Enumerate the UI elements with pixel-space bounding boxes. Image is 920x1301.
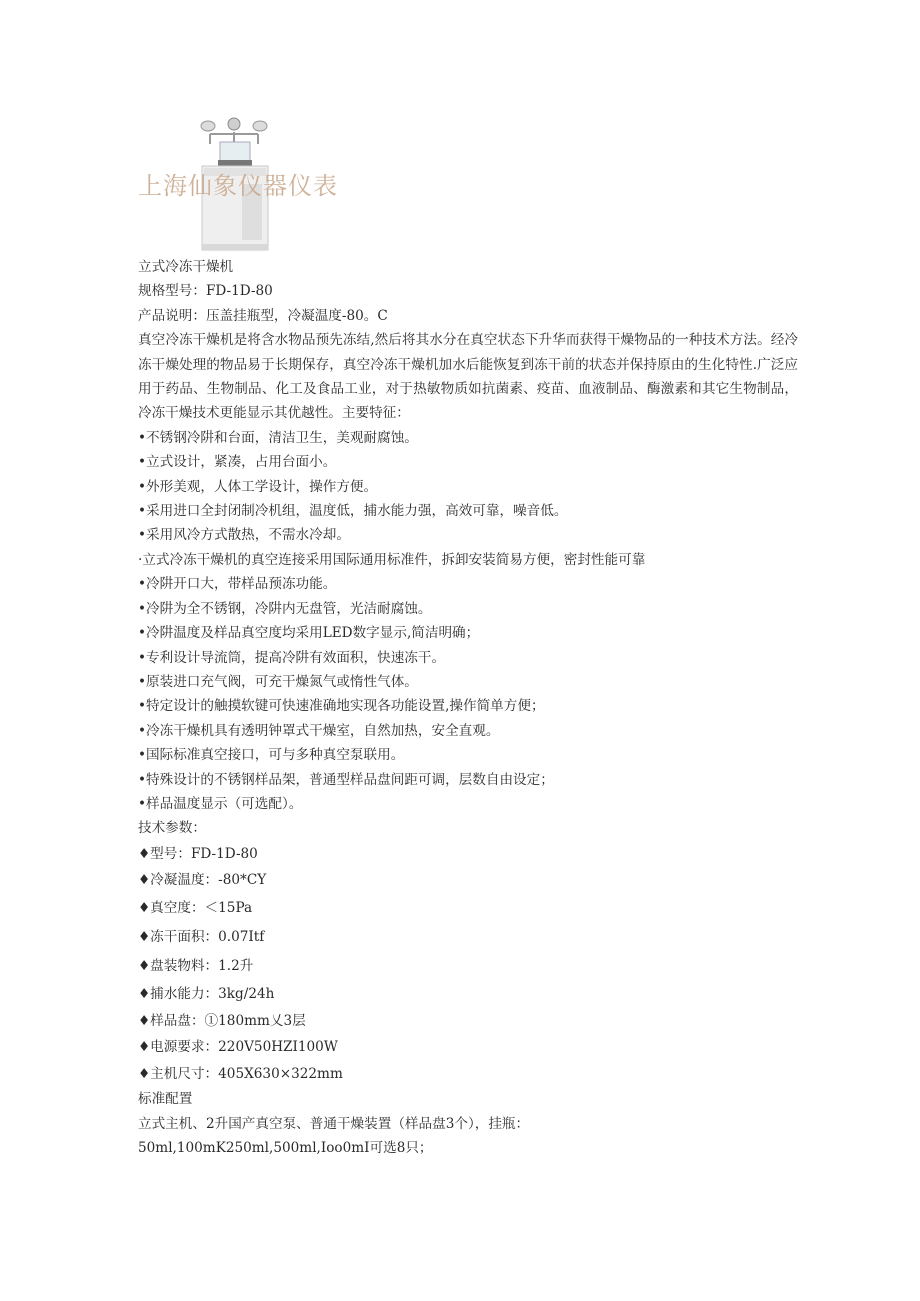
intro-paragraph: 真空冷冻干燥机是将含水物品预先冻结,然后将其水分在真空状态下升华而获得干燥物品的一种技术方法。经冷冻干燥处理的物品易于长期保存，真空冷冻干燥机加水后能恢复到冻干前的状态并保持原由的生化特性.广泛应用于药品、生物制品、化工及食品工业，对于热敏物质如抗菌素、疫苗、血液制品、酶激素和其它生物制品，冷冻干燥技术更能显示其优越性。主要特征： <box>138 332 798 422</box>
feature-item: ·立式冷冻干燥机的真空连接采用国际通用标准件，拆卸安装简易方便，密封性能可靠 <box>138 551 646 568</box>
feature-item: •外形美观，人体工学设计，操作方便。 <box>138 478 378 495</box>
param-item: ♦型号：FD-1D-80 <box>138 845 258 862</box>
param-item: ♦捕水能力：3kg/24h <box>138 985 275 1002</box>
product-image <box>138 112 338 254</box>
feature-item: •采用风冷方式散热，不需水冷却。 <box>138 527 350 544</box>
param-item: ♦样品盘：①180mm乂3层 <box>138 1012 306 1029</box>
param-item: ♦冻干面积：0.07Itf <box>138 928 265 945</box>
feature-list <box>138 426 798 817</box>
feature-item: •专利设计导流筒，提高冷阱有效面积，快速冻干。 <box>138 649 446 666</box>
standard-config-line: 立式主机、2升国产真空泵、普通干燥装置（样品盘3个），挂瓶： <box>138 1115 530 1132</box>
feature-item: •采用进口全封闭制冷机组，温度低，捕水能力强，高效可靠，噪音低。 <box>138 503 568 520</box>
param-item: ♦电源要求：220V50HZI100W <box>138 1039 338 1056</box>
standard-config-line: 50ml,100mK250ml,500ml,Ioo0mI可选8只； <box>138 1140 433 1157</box>
feature-item: •不锈钢冷阱和台面，清洁卫生，美观耐腐蚀。 <box>138 429 418 446</box>
feature-item: •冷阱开口大，带样品预冻功能。 <box>138 576 337 593</box>
feature-item: •特定设计的触摸软键可快速准确地实现各功能设置,操作简单方便； <box>138 698 545 715</box>
param-item: ♦主机尺寸：405X630×322mm <box>138 1065 343 1082</box>
product-title: 立式冷冻干燥机 <box>138 259 234 275</box>
model-line: 规格型号：FD-1D-80 <box>138 283 273 300</box>
feature-item: •冷阱温度及样品真空度均采用LED数字显示,简洁明确； <box>138 625 480 642</box>
document-body <box>138 255 798 1161</box>
company-watermark: 上海仙象仪器仪表 <box>138 172 338 200</box>
product-description-line: 产品说明：压盖挂瓶型，冷凝温度-80。C <box>138 307 388 324</box>
feature-item: •样品温度显示（可选配）。 <box>138 795 303 812</box>
tech-params-list <box>138 841 798 1088</box>
feature-item: •立式设计，紧凑，占用台面小。 <box>138 454 337 471</box>
feature-item: •国际标准真空接口，可与多种真空泵联用。 <box>138 747 405 764</box>
tech-params-heading: 技术参数： <box>138 820 206 837</box>
feature-item: •冷冻干燥机具有透明钟罩式干燥室，自然加热，安全直观。 <box>138 722 500 739</box>
standard-config-heading: 标准配置 <box>138 1091 193 1108</box>
feature-item: •冷阱为全不锈钢，冷阱内无盘管，光洁耐腐蚀。 <box>138 600 432 617</box>
feature-item: •特殊设计的不锈钢样品架，普通型样品盘间距可调，层数自由设定； <box>138 771 554 788</box>
param-item: ♦冷凝温度：-80*CY <box>138 872 267 889</box>
feature-item: •原装进口充气阀，可充干燥氮气或惰性气体。 <box>138 673 418 690</box>
param-item: ♦盘装物料：1.2升 <box>138 957 254 974</box>
param-item: ♦真空度：＜15Pa <box>138 899 253 916</box>
